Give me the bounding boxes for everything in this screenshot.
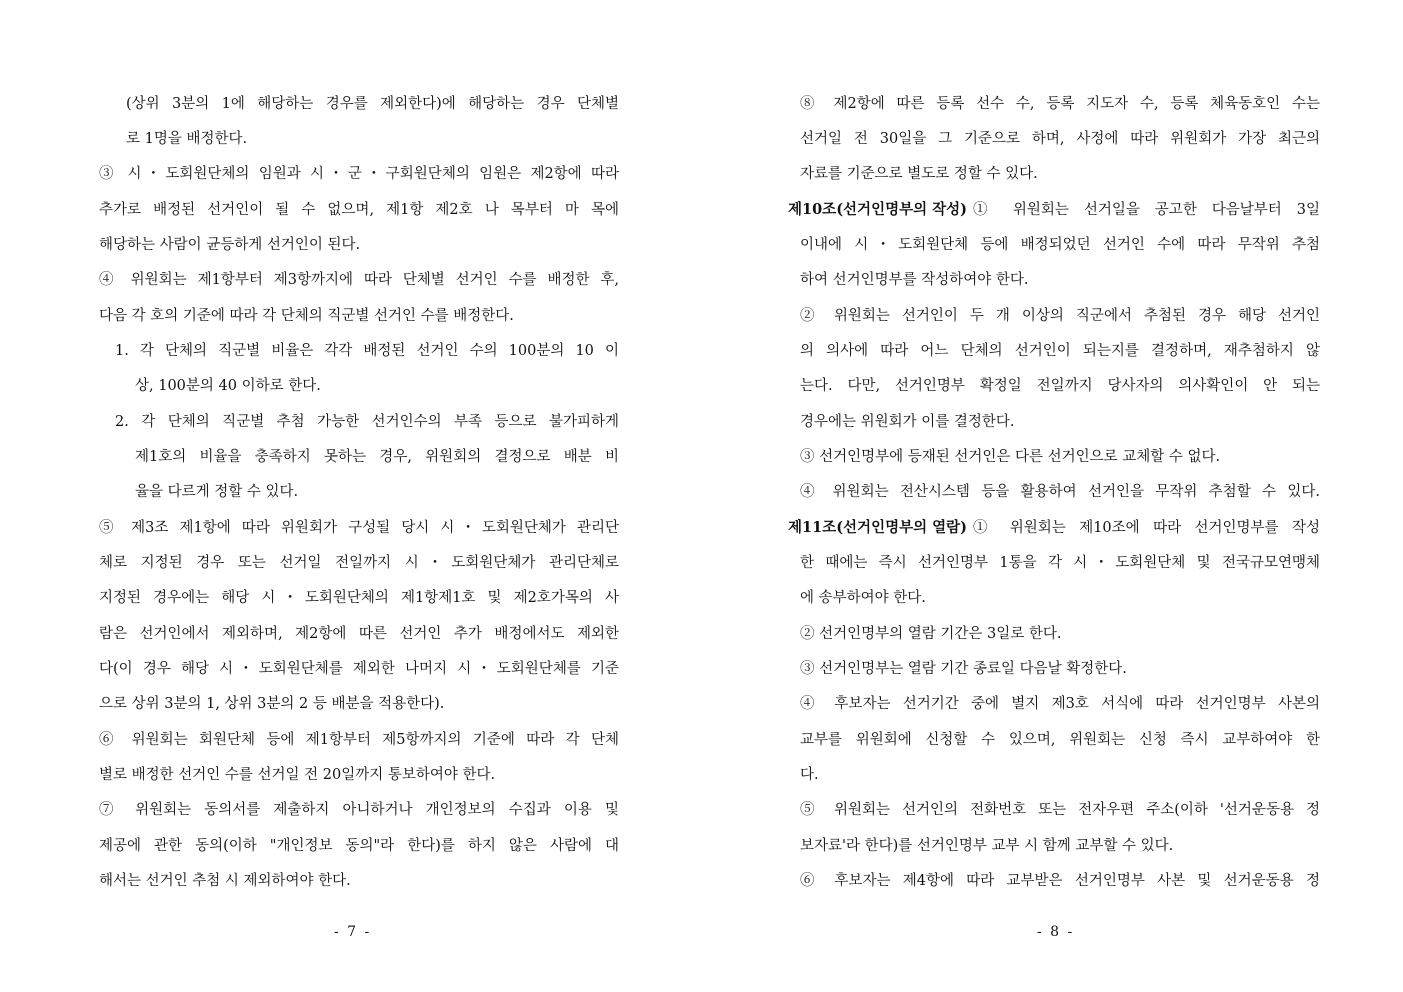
right-page <box>702 0 1403 992</box>
article-11-line <box>788 518 1320 538</box>
text-line: ③ 시・도회원단체의 임원과 시・군・구회원단체의 임원은 제2항에 따라 <box>99 166 619 182</box>
text-line: ① 위원회는 선거일을 공고한 다음날부터 3일 <box>973 202 1320 218</box>
text-line: 이내에 시・도회원단체 등에 배정되었던 선거인 수에 따라 무작위 추첨 <box>800 237 1320 253</box>
text-line: 다음 각 호의 기준에 따라 각 단체의 직군별 선거인 수를 배정한다. <box>99 308 514 324</box>
text-line: 자료를 기준으로 별도로 정할 수 있다. <box>800 166 1038 182</box>
text-line: ⑤ 위원회는 선거인의 전화번호 또는 전자우편 주소(이하 '선거운동용 정 <box>800 802 1320 818</box>
text-line: 상, 100분의 40 이하로 한다. <box>135 378 321 394</box>
text-line: ⑧ 제2항에 따른 등록 선수 수, 등록 지도자 수, 등록 체육동호인 수는 <box>800 96 1320 112</box>
text-line: 의 의사에 따라 어느 단체의 선거인이 되는지를 결정하며, 재추첨하지 않 <box>800 343 1320 359</box>
text-line: 교부를 위원회에 신청할 수 있으며, 위원회는 신청 즉시 교부하여야 한 <box>800 732 1320 748</box>
text-line: ⑦ 위원회는 동의서를 제출하지 아니하거나 개인정보의 수집과 이용 및 <box>99 802 619 818</box>
text-line: ④ 위원회는 제1항부터 제3항까지에 따라 단체별 선거인 수를 배정한 후, <box>99 272 619 288</box>
page-number: - 8 - <box>1037 924 1075 940</box>
text-line: 보자료'라 한다)를 선거인명부 교부 시 함께 교부할 수 있다. <box>800 838 1174 854</box>
text-line: ⑥ 위원회는 회원단체 등에 제1항부터 제5항까지의 기준에 따라 각 단체 <box>99 732 619 748</box>
text-line: (상위 3분의 1에 해당하는 경우를 제외한다)에 해당하는 경우 단체별 <box>126 96 619 112</box>
text-line: 제공에 관한 동의(이하 "개인정보 동의"라 한다)를 하지 않은 사람에 대 <box>99 838 619 854</box>
text-line: 제1호의 비율을 충족하지 못하는 경우, 위원회의 결정으로 배분 비 <box>135 449 619 465</box>
text-line: 1. 각 단체의 직군별 비율은 각각 배정된 선거인 수의 100분의 10 이 <box>115 343 619 359</box>
text-line: 경우에는 위원회가 이를 결정한다. <box>800 414 1015 430</box>
page-number: - 7 - <box>334 924 372 940</box>
text-line: 에 송부하여야 한다. <box>800 590 926 606</box>
article-11-title: 제11조(선거인명부의 열람) <box>788 519 968 536</box>
text-line: 해서는 선거인 추첨 시 제외하여야 한다. <box>99 873 351 889</box>
article-10-line <box>788 200 1320 220</box>
text-line: 는다. 다만, 선거인명부 확정일 전일까지 당사자의 의사확인이 안 되는 <box>800 378 1320 394</box>
text-line: ① 위원회는 제10조에 따라 선거인명부를 작성 <box>973 520 1320 536</box>
text-line: 람은 선거인에서 제외하며, 제2항에 따른 선거인 추가 배정에서도 제외한 <box>99 626 619 642</box>
text-line: 다. <box>800 767 819 783</box>
text-line: 다(이 경우 해당 시・도회원단체를 제외한 나머지 시・도회원단체를 기준 <box>99 661 619 677</box>
text-line: 한 때에는 즉시 선거인명부 1통을 각 시・도회원단체 및 전국규모연맹체 <box>800 555 1320 571</box>
text-line: 추가로 배정된 선거인이 될 수 없으며, 제1항 제2호 나 목부터 마 목에 <box>99 202 619 218</box>
text-line: 해당하는 사람이 균등하게 선거인이 된다. <box>99 237 361 253</box>
text-line: ⑤ 제3조 제1항에 따라 위원회가 구성될 당시 시・도회원단체가 관리단 <box>99 520 619 536</box>
text-line: 체로 지정된 경우 또는 선거일 전일까지 시・도회원단체가 관리단체로 <box>99 555 619 571</box>
text-line: 율을 다르게 정할 수 있다. <box>135 484 299 500</box>
text-line: ④ 위원회는 전산시스템 등을 활용하여 선거인을 무작위 추첨할 수 있다. <box>800 484 1320 500</box>
text-line: 2. 각 단체의 직군별 추첨 가능한 선거인수의 부족 등으로 불가피하게 <box>115 414 619 430</box>
text-line: ④ 후보자는 선거기간 중에 별지 제3호 서식에 따라 선거인명부 사본의 <box>800 696 1320 712</box>
text-line: 선거일 전 30일을 그 기준으로 하며, 사정에 따라 위원회가 가장 최근의 <box>800 131 1320 147</box>
text-line: 로 1명을 배정한다. <box>126 131 248 147</box>
text-line: 지정된 경우에는 해당 시・도회원단체의 제1항제1호 및 제2호가목의 사 <box>99 590 619 606</box>
text-line: ③ 선거인명부에 등재된 선거인은 다른 선거인으로 교체할 수 없다. <box>800 449 1221 465</box>
text-line: ⑥ 후보자는 제4항에 따라 교부받은 선거인명부 사본 및 선거운동용 정 <box>800 873 1320 889</box>
article-10-title: 제10조(선거인명부의 작성) <box>788 201 968 218</box>
text-line: 하여 선거인명부를 작성하여야 한다. <box>800 272 1029 288</box>
text-line: 으로 상위 3분의 1, 상위 3분의 2 등 배분을 적용한다). <box>99 696 445 712</box>
text-line: ② 위원회는 선거인이 두 개 이상의 직군에서 추첨된 경우 해당 선거인 <box>800 308 1320 324</box>
text-line: ③ 선거인명부는 열람 기간 종료일 다음날 확정한다. <box>800 661 1127 677</box>
text-line: 별로 배정한 선거인 수를 선거일 전 20일까지 통보하여야 한다. <box>99 767 496 783</box>
text-line: ② 선거인명부의 열람 기간은 3일로 한다. <box>800 626 1062 642</box>
